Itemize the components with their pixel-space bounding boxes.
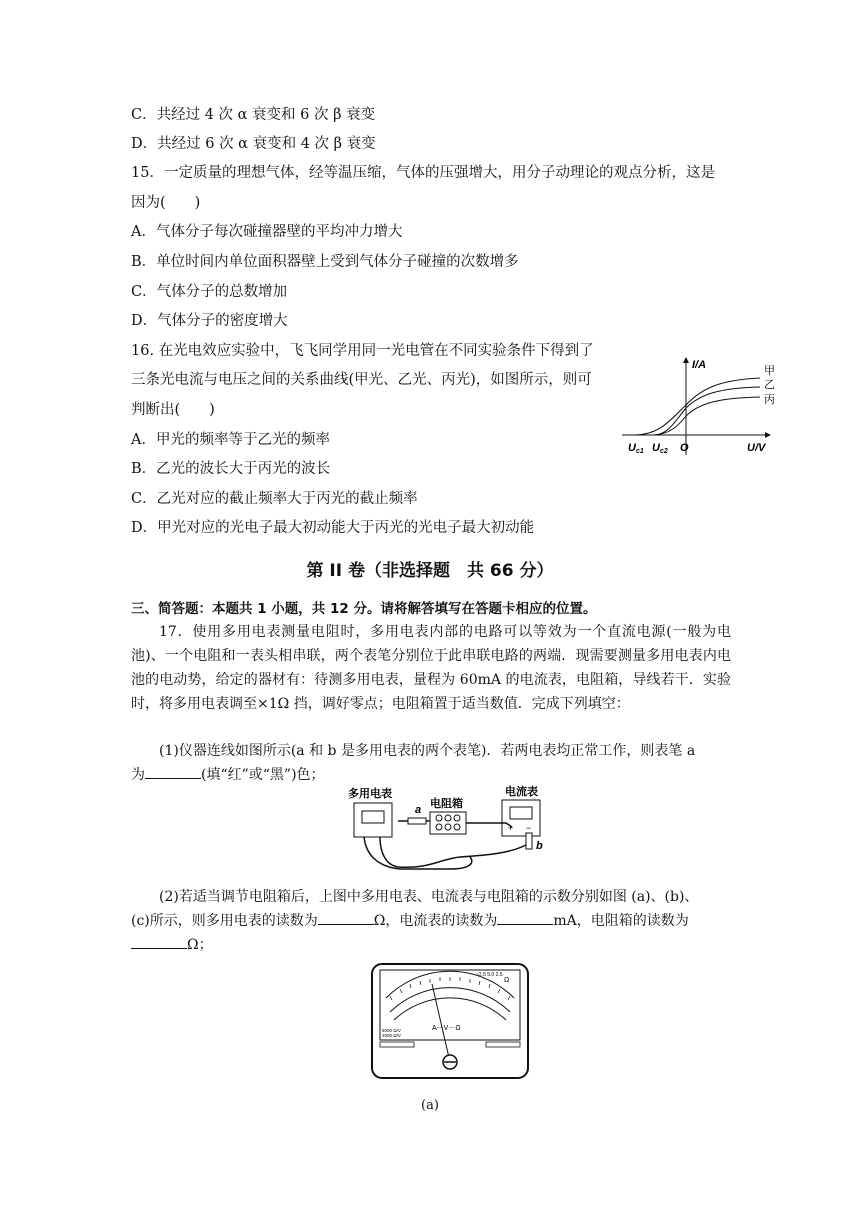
q15-stem-line1: 15．一定质量的理想气体，经等温压缩，气体的压强增大，用分子动理论的观点分析，这是	[131, 165, 715, 181]
q14-option-d: D．共经过 6 次 α 衰变和 4 次 β 衰变	[131, 136, 376, 152]
q17-part2-line3: Ω；	[131, 933, 731, 957]
q17-intro: 17．使用多用电表测量电阻时，多用电表内部的电路可以等效为一个直流电源(一般为电池)、一个电阻和一表头相串联，两个表笔分别位于此串联电路的两端．现需要测量多用电表内电池的电动势，给定的器材有：待测多用电表，量程为 60mA 的电流表，电阻箱，导线若干．实验时，将多用电表调至×1Ω 挡，调好零点；电阻箱置于适当数值．完成下列填空：	[131, 624, 731, 712]
origin-label: O	[680, 442, 689, 454]
photoelectric-iu-graph	[620, 350, 790, 460]
probe-b	[526, 833, 532, 849]
top-right-label: ~2.5 5.0 2.5	[476, 972, 503, 978]
uc1-subscript: c1	[635, 448, 644, 455]
circuit-diagram	[340, 783, 543, 875]
ammeter-minus: −	[526, 823, 532, 833]
q15-stem-line2: 因为( )	[131, 195, 201, 211]
multimeter-screen	[362, 811, 384, 823]
resistor-box-label: 电阻箱	[430, 798, 463, 810]
curve-jia	[634, 378, 760, 435]
q15-option-b: B．单位时间内单位面积器壁上受到气体分子碰撞的次数增多	[131, 254, 519, 270]
q17-part1-line2: 为 (填“红”或“黑”)色；	[131, 763, 731, 787]
bottom-left-1: 5000 Ω/V	[382, 1028, 401, 1033]
bottom-left-2: 2500 Ω/V	[382, 1033, 401, 1038]
q15-option-d: D．气体分子的密度增大	[131, 313, 288, 329]
answer-blank-3[interactable]	[497, 910, 553, 925]
q16-option-a: A．甲光的频率等于乙光的频率	[131, 432, 330, 448]
q15-option-a: A．气体分子每次碰撞器壁的平均冲力增大	[131, 224, 403, 240]
zero-adjust-left	[380, 1042, 414, 1047]
answer-blank-4[interactable]	[131, 934, 187, 949]
q16-option-b: B．乙光的波长大于丙光的波长	[131, 461, 331, 477]
q16-option-d: D．甲光对应的光电子最大初动能大于丙光的光电子最大初动能	[131, 520, 535, 536]
curve-bing	[654, 397, 760, 435]
uc2-subscript: c2	[659, 448, 668, 455]
y-axis-label: I/A	[692, 359, 707, 371]
multimeter-label: 多用电表	[348, 788, 392, 800]
answer-blank-1[interactable]	[145, 764, 201, 779]
section-2-title: 第 II 卷（非选择题 共 66 分）	[306, 561, 554, 581]
q16-stem-line2: 三条光电流与电压之间的关系曲线(甲光、乙光、丙光)，如图所示，则可	[131, 372, 592, 388]
q16-option-c: C．乙光对应的截止频率大于丙光的截止频率	[131, 491, 418, 507]
q16-stem-line1: 16. 在光电效应实验中，飞飞同学用同一光电管在不同实验条件下得到了	[131, 343, 594, 359]
ammeter-screen	[510, 807, 532, 819]
q14-option-c: C．共经过 4 次 α 衰变和 6 次 β 衰变	[131, 107, 376, 123]
uc1-label: Uc1	[628, 442, 644, 455]
ammeter-plus: +	[508, 823, 514, 833]
q16-stem-line3: 判断出( )	[131, 402, 215, 418]
probe-a-label: a	[415, 804, 422, 816]
q17-part2-line1: (2)若适当调节电阻箱后，上图中多用电表、电流表与电阻箱的示数分别如图 (a)、(b)、	[159, 889, 699, 905]
probe-b-label: b	[536, 840, 543, 852]
zero-adjust-right	[486, 1042, 520, 1047]
multimeter-dial-figure	[370, 962, 530, 1082]
curve-yi	[654, 387, 760, 435]
answer-blank-2[interactable]	[318, 910, 374, 925]
curve-yi-label: 乙	[764, 379, 775, 391]
q17-part2-line2: (c)所示，则多用电表的读数为 Ω，电流表的读数为 mA，电阻箱的读数为	[131, 909, 731, 933]
curve-bing-label: 丙	[764, 394, 775, 406]
curve-jia-label: 甲	[764, 365, 775, 377]
figure-a-caption: (a)	[421, 1098, 439, 1113]
q15-option-c: C．气体分子的总数增加	[131, 284, 288, 300]
ammeter-label: 电流表	[505, 786, 538, 798]
x-axis-label: U/V	[747, 442, 766, 454]
ohm-symbol: Ω	[504, 977, 510, 984]
uc2-label: Uc2	[652, 442, 668, 455]
q17-part1-line1: (1)仪器连线如图所示(a 和 b 是多用电表的两个表笔)．若两电表均正常工作，则表笔 a	[159, 743, 696, 759]
section-3-heading: 三、简答题：本题共 1 小题，共 12 分。请将解答填写在答题卡相应的位置。	[131, 601, 597, 617]
probe-a	[408, 818, 426, 824]
center-text: A－V－Ω	[432, 1025, 461, 1032]
